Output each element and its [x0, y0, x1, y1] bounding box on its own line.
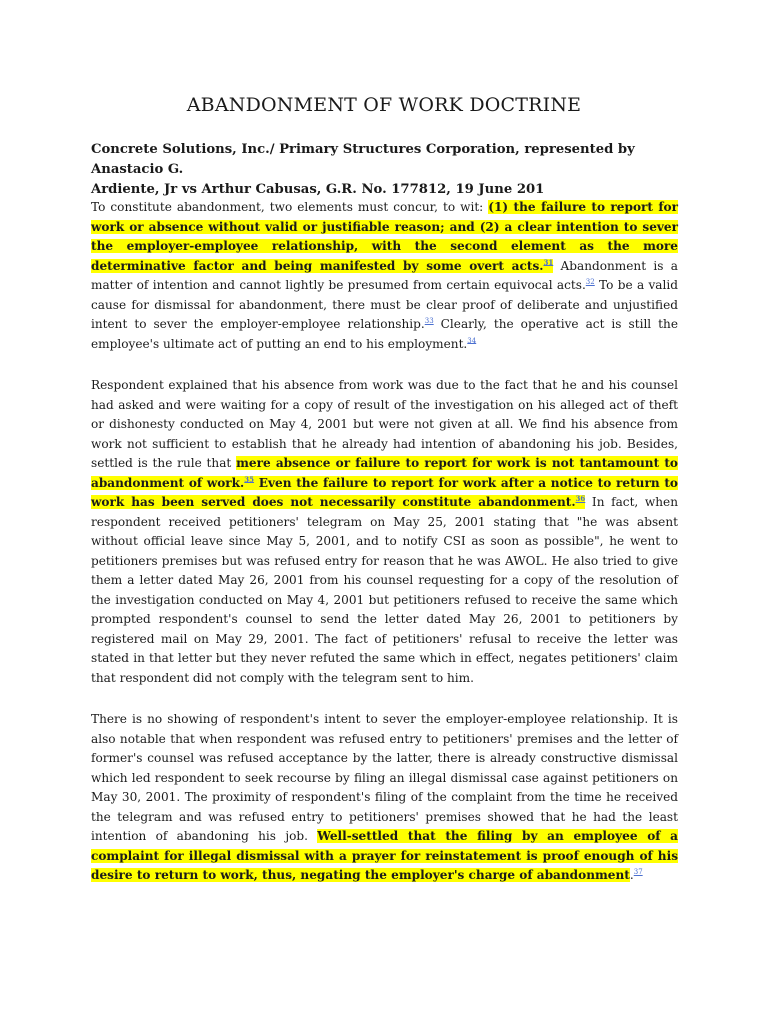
case-citation [91, 140, 651, 200]
paragraph-text: . [629, 868, 634, 882]
paragraph-text: There is no showing of respondent's intent to sever the employer-employee relationship. It is also notable that when respondent was refused entry to petitioners' premises and the letter of former's counsel was refused acceptance by the latter, there is already constructive dismissal which led respondent to seek recourse by filing an illegal dismissal case against petitioners on May 30, 2001. The proximity of respondent's filing of the complaint from the time he received the telegram and was refused entry to petitioners' premises showed that he had the least intention of abandoning his job. [91, 712, 678, 843]
paragraph-respondent-explanation [91, 376, 678, 688]
footnote-link[interactable]: 31 [543, 257, 554, 267]
paragraph-text: To constitute abandonment, two elements must concur, to wit: [91, 200, 489, 214]
case-citation-line-2: Ardiente, Jr vs Arthur Cabusas, G.R. No. 177812, 19 June 201 [91, 182, 545, 197]
highlighted-text: Well-settled that the filing by an employee of a complaint for illegal dismissal with a prayer for reinstatement is proof enough of his desire to return to work, thus, negating the employer's charge of abandonment [91, 829, 678, 882]
paragraph-text: Clearly, the operative act is still the employee's ultimate act of putting an end to his employment. [91, 317, 678, 351]
paragraph-elements-of-abandonment [91, 198, 678, 354]
highlighted-text-body: (1) the failure to report for work or absence without valid or justifiable reason; and (2) a clear intention to sever the employer-employee relationship, with the second element as the more determinative factor and being manifested by some overt acts. [91, 200, 678, 273]
case-citation-line-1: Concrete Solutions, Inc./ Primary Structures Corporation, represented by Anastacio G. [91, 142, 635, 177]
footnote-link[interactable]: 35 [244, 474, 255, 484]
footnote-link[interactable]: 37 [633, 867, 643, 876]
footnote-link[interactable]: 32 [585, 277, 595, 286]
highlighted-text-body: Even the failure to report for work after a notice to return to work has been served does not necessarily constitute abandonment. [91, 475, 678, 509]
paragraph-no-intent-to-sever [91, 710, 678, 886]
footnote-link[interactable]: 36 [575, 493, 586, 503]
document-title: ABANDONMENT OF WORK DOCTRINE [186, 94, 582, 116]
paragraph-text: In fact, when respondent received petitioners' telegram on May 25, 2001 stating that "he was absent without official leave since May 5, 2001, and to notify CSI as soon as possible", he went to petitioners premises but was refused entry for reason that he was AWOL. He also tried to give them a letter dated May 26, 2001 from his counsel requesting for a copy of the resolution of the investigation conducted on May 4, 2001 but petitioners refused to receive the same which prompted respondent's counsel to send the letter dated May 26, 2001 to petitioners by registered mail on May 29, 2001. The fact of petitioners' refusal to receive the letter was stated in that letter but they never refuted the same which in effect, negates petitioners' claim that respondent did not comply with the telegram sent to him. [91, 495, 678, 685]
paragraph-text: To be a valid cause for dismissal for abandonment, there must be clear proof of deliberate and unjustified intent to sever the employer-employee relationship. [91, 278, 678, 331]
paragraph-text: Abandonment is a matter of intention and cannot lightly be presumed from certain equivocal acts. [91, 258, 678, 292]
footnote-link[interactable]: 34 [467, 336, 477, 345]
footnote-link[interactable]: 33 [424, 316, 434, 325]
paragraph-text: Respondent explained that his absence from work was due to the fact that he and his counsel had asked and were waiting for a copy of result of the investigation on his alleged act of theft or dishonesty conducted on May 4, 2001 but were not given at all. We find his absence from work not sufficient to establish that he already had intention of abandoning his job. Besides, settled is the rule that [91, 378, 678, 470]
highlighted-text-body: mere absence or failure to report for work is not tantamount to abandonment of work. [91, 456, 678, 490]
